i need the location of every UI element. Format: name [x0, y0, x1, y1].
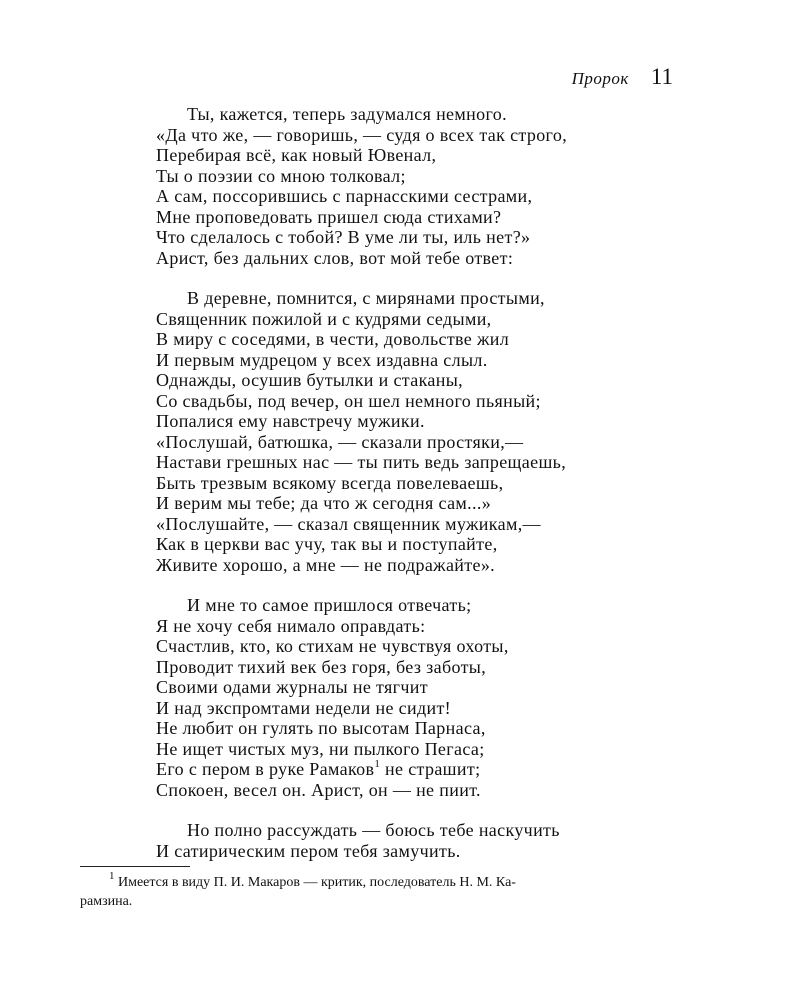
poem-line: Настави грешных нас — ты пить ведь запрещаешь,	[156, 452, 567, 472]
footnote-marker: 1	[109, 870, 115, 883]
poem-line: И над экспромтами недели не сидит!	[156, 697, 452, 718]
poem-line: И мне то самое пришлося отвечать;	[187, 595, 472, 615]
poem-line-text: не страшит;	[380, 759, 481, 779]
poem-line: Что сделалось с тобой? В уме ли ты, иль нет?»	[156, 227, 531, 247]
footnote-reference[interactable]: 1	[374, 758, 381, 770]
poem-line: Попалися ему навстречу мужики.	[156, 411, 425, 431]
poem-line: И верим мы тебе; да что ж сегодня сам...»	[156, 493, 492, 513]
poem-line: В деревне, помнится, с мирянами простыми,	[187, 288, 545, 308]
poem-line: Своими одами журналы не тягчит	[156, 677, 428, 697]
poem-line-text: Его с пером в руке Рамаков	[156, 759, 375, 779]
footnote-line-1	[80, 870, 680, 892]
stanza-1	[156, 104, 696, 268]
poem-line: Счастлив, кто, ко стихам не чувствуя охоты,	[156, 636, 509, 656]
footnote-divider	[80, 866, 190, 867]
poem-line: Священник пожилой и с кудрями седыми,	[156, 308, 492, 329]
poem-line: Не любит он гулять по высотам Парнаса,	[156, 718, 486, 738]
poem-line: Проводит тихий век без горя, без заботы,	[156, 656, 487, 677]
poem-line: И сатирическим пером тебя замучить.	[156, 840, 461, 861]
poem-line: «Послушай, батюшка, — сказали простяки,—	[156, 431, 524, 452]
poem-line: Быть трезвым всякому всегда повелеваешь,	[156, 472, 504, 493]
poem-line-with-footnote	[156, 759, 696, 780]
poem-line: «Да что же, — говоришь, — судя о всех так строго,	[156, 124, 568, 145]
page-number: 11	[650, 64, 673, 89]
poem-line: Я не хочу себя нимало оправдать:	[156, 615, 426, 636]
stanza-3	[156, 595, 696, 800]
poem-line: А сам, поссорившись с парнасскими сестрами,	[156, 186, 533, 206]
poem-line: Перебирая всё, как новый Ювенал,	[156, 145, 437, 165]
poem-line: Как в церкви вас учу, так вы и поступайте,	[156, 534, 498, 554]
poem-line: Мне проповедовать пришел сюда стихами?	[156, 206, 502, 227]
running-title: Пророк	[571, 69, 629, 88]
poem-line: Спокоен, весел он. Арист, он — не пиит.	[156, 779, 481, 800]
stanza-2	[156, 288, 696, 575]
poem-line: Арист, без дальних слов, вот мой тебе ответ:	[156, 247, 514, 268]
poem-line: Однажды, осушив бутылки и стаканы,	[156, 370, 464, 390]
poem-line: Ты о поэзии со мною толковал;	[156, 165, 406, 186]
poem-line: И первым мудрецом у всех издавна слыл.	[156, 349, 488, 370]
footnote	[80, 870, 680, 911]
poem-line: Но полно рассуждать — боюсь тебе наскучить	[187, 820, 560, 840]
poem-line: «Послушайте, — сказал священник мужикам,—	[156, 513, 541, 534]
poem-body	[156, 104, 696, 881]
poem-line: В миру с соседями, в чести, довольстве жил	[156, 329, 510, 349]
footnote-text: Имеется в виду П. И. Макаров — критик, последователь Н. М. Ка-	[114, 875, 516, 890]
footnote-text-continuation: рамзина.	[80, 894, 133, 909]
poem-line: Ты, кажется, теперь задумался немного.	[187, 104, 507, 124]
poem-line: Не ищет чистых муз, ни пылкого Пегаса;	[156, 738, 485, 759]
stanza-4	[156, 820, 696, 861]
running-header	[572, 64, 673, 90]
poem-line: Со свадьбы, под вечер, он шел немного пьяный;	[156, 390, 541, 411]
poem-line: Живите хорошо, а мне — не подражайте».	[156, 554, 496, 575]
